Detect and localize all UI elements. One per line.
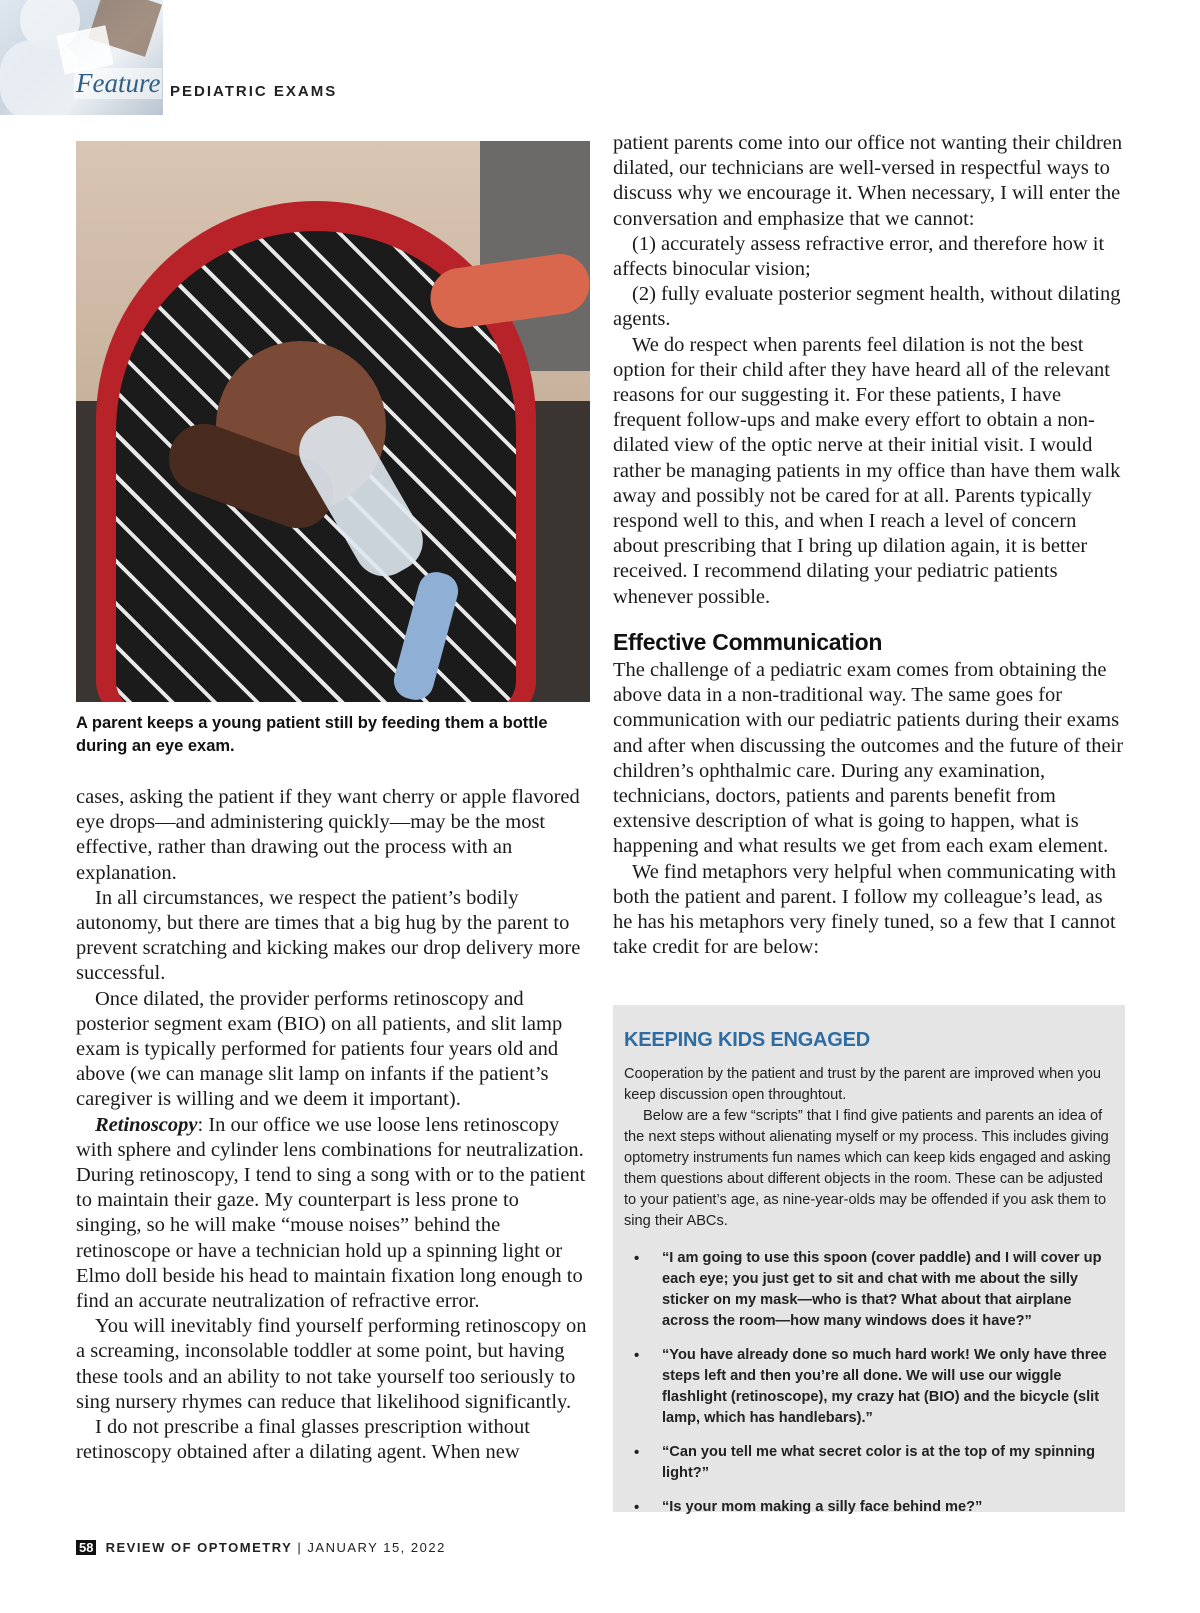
paragraph: In all circumstances, we respect the patient’s bodily autonomy, but there are times that a big hug by the parent to prevent scratching and kicking makes our drop delivery more successful. bbox=[76, 886, 581, 985]
paragraph: patient parents come into our office not wanting their children dilated, our technicians are well-versed in respectful ways to discuss why we encourage it. When necessary, I will enter the conversation and emphasize that we cannot: bbox=[613, 132, 1123, 230]
sidebar-title: KEEPING KIDS ENGAGED bbox=[624, 1029, 871, 1051]
paragraph: cases, asking the patient if they want cherry or apple flavored eye drops—and administering quickly—may be the most effective, rather than drawing out the process with an explanation. bbox=[76, 786, 580, 884]
sidebar-box bbox=[613, 1005, 1125, 1515]
list-item: • “You have already done so much hard work! We only have three steps left and then you’re all done. We will use our wiggle flashlight (retinoscope), my crazy hat (BIO) and the bicycle (slit lamp, which has handlebars).” bbox=[652, 1345, 1114, 1429]
sidebar-paragraph: Cooperation by the patient and trust by the parent are improved when you keep discussion open throughtout. bbox=[624, 1066, 1102, 1103]
paragraph: You will inevitably find yourself performing retinoscopy on a screaming, inconsolable toddler at some point, but having these tools and an ability to not take yourself too seriously to sing nursery rhymes can reduce that likelihood significantly. bbox=[76, 1315, 587, 1413]
right-column-top bbox=[613, 131, 1125, 610]
left-column bbox=[76, 785, 588, 1465]
sidebar-list bbox=[624, 1248, 1114, 1518]
paragraph: The challenge of a pediatric exam comes from obtaining the above data in a non-traditional way. The same goes for communication with our pediatric patients during their exams and after when discussing the outcomes and the future of their children’s ophthalmic care. During any examination, technicians, doctors, patients and parents benefit from extensive description of what is going to happen, what is happening and what results we get from each exam element. bbox=[613, 659, 1124, 858]
paragraph: Once dilated, the provider performs retinoscopy and posterior segment exam (BIO) on all patients, and slit lamp exam is typically performed for patients four years old and above (we can manage slit lamp on infants if the patient’s caregiver is willing and we deem it important). bbox=[76, 987, 563, 1111]
list-item: • “Can you tell me what secret color is at the top of my spinning light?” bbox=[652, 1442, 1114, 1484]
page-footer bbox=[76, 1540, 446, 1555]
paragraph: (2) fully evaluate posterior segment health, without dilating agents. bbox=[613, 283, 1121, 331]
photo-caption: A parent keeps a young patient still by feeding them a bottle during an eye exam. bbox=[76, 714, 548, 755]
right-column-bottom bbox=[613, 658, 1125, 960]
feature-label: Feature bbox=[76, 68, 161, 98]
magazine-name: REVIEW OF OPTOMETRY bbox=[105, 1540, 293, 1555]
section-label: PEDIATRIC EXAMS bbox=[170, 83, 338, 100]
section-heading: Effective Communication bbox=[613, 629, 883, 655]
sidebar-paragraph: Below are a few “scripts” that I find give patients and parents an idea of the next steps without alienating myself or my process. This includes giving optometry instruments fun names which can keep kids engaged and asking them questions about different objects in the room. These can be adjusted to your patient’s age, as nine-year-olds may be offended if you ask them to sing their ABCs. bbox=[624, 1108, 1111, 1229]
paragraph: We do respect when parents feel dilation is not the best option for their child after they have heard all of the relevant reasons for our suggesting it. For these patients, I have frequent follow-ups and make every effort to obtain a non-dilated view of the optic nerve at their initial visit. I would rather be managing patients in my office than have them walk away and possibly not be cared for at all. Parents typically respond well to this, and when I reach a level of concern about prescribing that I bring up dilation again, it is better received. I recommend dilating your pediatric patients whenever possible. bbox=[613, 333, 1121, 608]
paragraph: I do not prescribe a final glasses prescription without retinoscopy obtained after a dilating agent. When new bbox=[76, 1416, 530, 1464]
issue-date: | JANUARY 15, 2022 bbox=[297, 1540, 446, 1555]
paragraph: We find metaphors very helpful when communicating with both the patient and parent. I follow my colleague’s lead, as he has his metaphors very finely tuned, so a few that I cannot take credit for are below: bbox=[613, 860, 1116, 959]
list-item: • “Is your mom making a silly face behind me?” bbox=[652, 1497, 1114, 1518]
run-in-heading: Retinoscopy bbox=[95, 1113, 198, 1136]
article-photo bbox=[76, 141, 590, 702]
paragraph bbox=[76, 1113, 588, 1315]
page-number: 58 bbox=[76, 1540, 96, 1555]
paragraph-body: : In our office we use loose lens retinoscopy with sphere and cylinder lens combinations for neutralization. During retinoscopy, I tend to sing a song with or to the patient to maintain their gaze. My counterpart is less prone to singing, so he will make “mouse noises” behind the retinoscope or have a technician hold up a spinning light or Elmo doll beside his head to maintain fixation long enough to find an accurate neutralization of refractive error. bbox=[76, 1113, 586, 1313]
paragraph: (1) accurately assess refractive error, and therefore how it affects binocular vision; bbox=[613, 232, 1105, 281]
list-item: • “I am going to use this spoon (cover paddle) and I will cover up each eye; you just get to sit and chat with me about the silly sticker on my mask—who is that? What about that airplane across the room—how many windows does it have?” bbox=[652, 1248, 1114, 1332]
